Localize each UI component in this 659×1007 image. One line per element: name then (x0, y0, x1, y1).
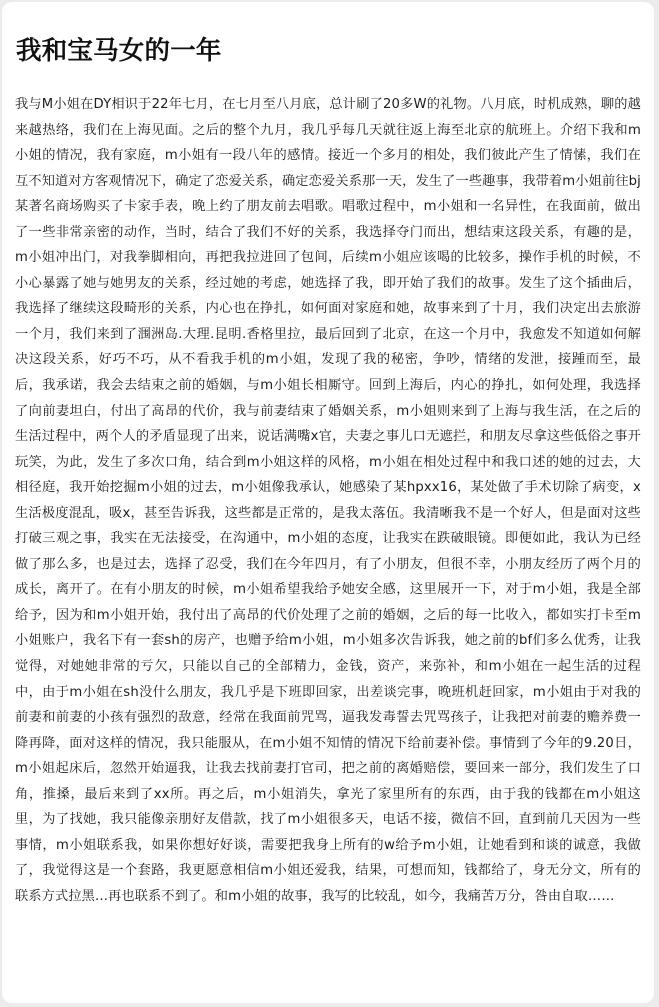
article-title: 我和宝马女的一年 (16, 36, 222, 66)
article-card (2, 2, 654, 1003)
article-body: 我与M小姐在DY相识于22年七月，在七月至八月底，总计刷了20多W的礼物。八月底，时机成熟，聊的越来越热络，我们在上海见面。之后的整个九月，我几乎每几天就往返上海至北京的航班上。介绍下我和m小姐的情况，我有家庭，m小姐有一段八年的感情。接近一个多月的相处，我们彼此产生了情愫，我们在互不知道对方客观情况下，确定了恋爱关系，确定恋爱关系那一天，发生了一些趣事，我带着m小姐前往bj某著名商场购买了卡家手表，晚上约了朋友前去唱歌。唱歌过程中，m小姐和一名异性，在我面前，做出了一些非常亲密的动作，当时，结合了我们不好的关系，我选择夺门而出，想结束这段关系，有趣的是，m小姐冲出门，对我拳脚相向，再把我拉进回了包间，后续m小姐应该喝的比较多，操作手机的时候，不小心暴露了她与她男友的关系，经过她的考虑，她选择了我，即开始了我们的故事。发生了这个插曲后，我选择了继续这段畸形的关系，内心也在挣扎，如何面对家庭和她，故事来到了十月，我们决定出去旅游一个月，我们来到了涠洲岛.大理.昆明.香格里拉，最后回到了北京，在这一个月中，我愈发不知道如何解决这段关系，好巧不巧，从不看我手机的m小姐，发现了我的秘密，争吵，情绪的发泄，接踵而至，最后，我承诺，我会去结束之前的婚姻，与m小姐长相厮守。回到上海后，内心的挣扎，如何处理，我选择了向前妻坦白，付出了高昂的代价，我与前妻结束了婚姻关系，m小姐则来到了上海与我生活，在之后的生活过程中，两个人的矛盾显现了出来，说话满嘴x官，夫妻之事儿口无遮拦，和朋友尽拿这些低俗之事开玩笑，为此，发生了多次口角，结合到m小姐这样的风格，m小姐在相处过程中和我口述的她的过去，大相径庭，我开始挖掘m小姐的过去，m小姐像我承认，她感染了某hpxx16，某处做了手术切除了病变，x生活极度混乱，吸x，甚至告诉我，这些都是正常的，是我太落伍。我清晰我不是一个好人，但是面对这些打破三观之事，我实在无法接受，在沟通中，m小姐的态度，让我实在跌破眼镜。即便如此，我认为已经做了那么多，也是过去，选择了忍受，我们在今年四月，有了小朋友，但很不幸，小朋友经历了两个月的成长，离开了。在有小朋友的时候，m小姐希望我给予她安全感，这里展开一下，对于m小姐，我是全部给予，因为和m小姐开始，我付出了高昂的代价处理了之前的婚姻，之后的每一比收入，都如实打卡至m小姐账户，我名下有一套sh的房产，也赠予给m小姐，m小姐多次告诉我，她之前的bf们多么优秀，让我觉得，对她她非常的亏欠，只能以自己的全部精力，金钱，资产，来弥补，和m小姐在一起生活的过程中，由于m小姐在sh没什么朋友，我几乎是下班即回家，出差谈完事，晚班机赶回家，m小姐由于对我的前妻和前妻的小孩有强烈的敌意，经常在我面前咒骂，逼我发毒誓去咒骂孩子，让我把对前妻的赡养费一降再降，面对这样的情况，我只能服从，在m小姐不知情的情况下给前妻补偿。事情到了今年的9.20日，m小姐起床后，忽然开始逼我，让我去找前妻打官司，把之前的离婚赔偿，要回来一部分，我们发生了口角，推搡，最后来到了xx所。再之后，m小姐消失，拿光了家里所有的东西，由于我的钱都在m小姐这里，为了找她，我只能像亲朋好友借款，找了m小姐很多天，电话不接，微信不回，直到前几天因为一些事情，m小姐联系我，如果你想好好谈，需要把我身上所有的w给予m小姐，让她看到和谈的诚意，我做了，我觉得这是一个套路，我更愿意相信m小姐还爱我，结果，可想而知，钱都给了，身无分文，所有的联系方式拉黑...再也联系不到了。和m小姐的故事，我写的比较乱，如今，我痛苦万分，咎由自取…… (15, 97, 641, 904)
